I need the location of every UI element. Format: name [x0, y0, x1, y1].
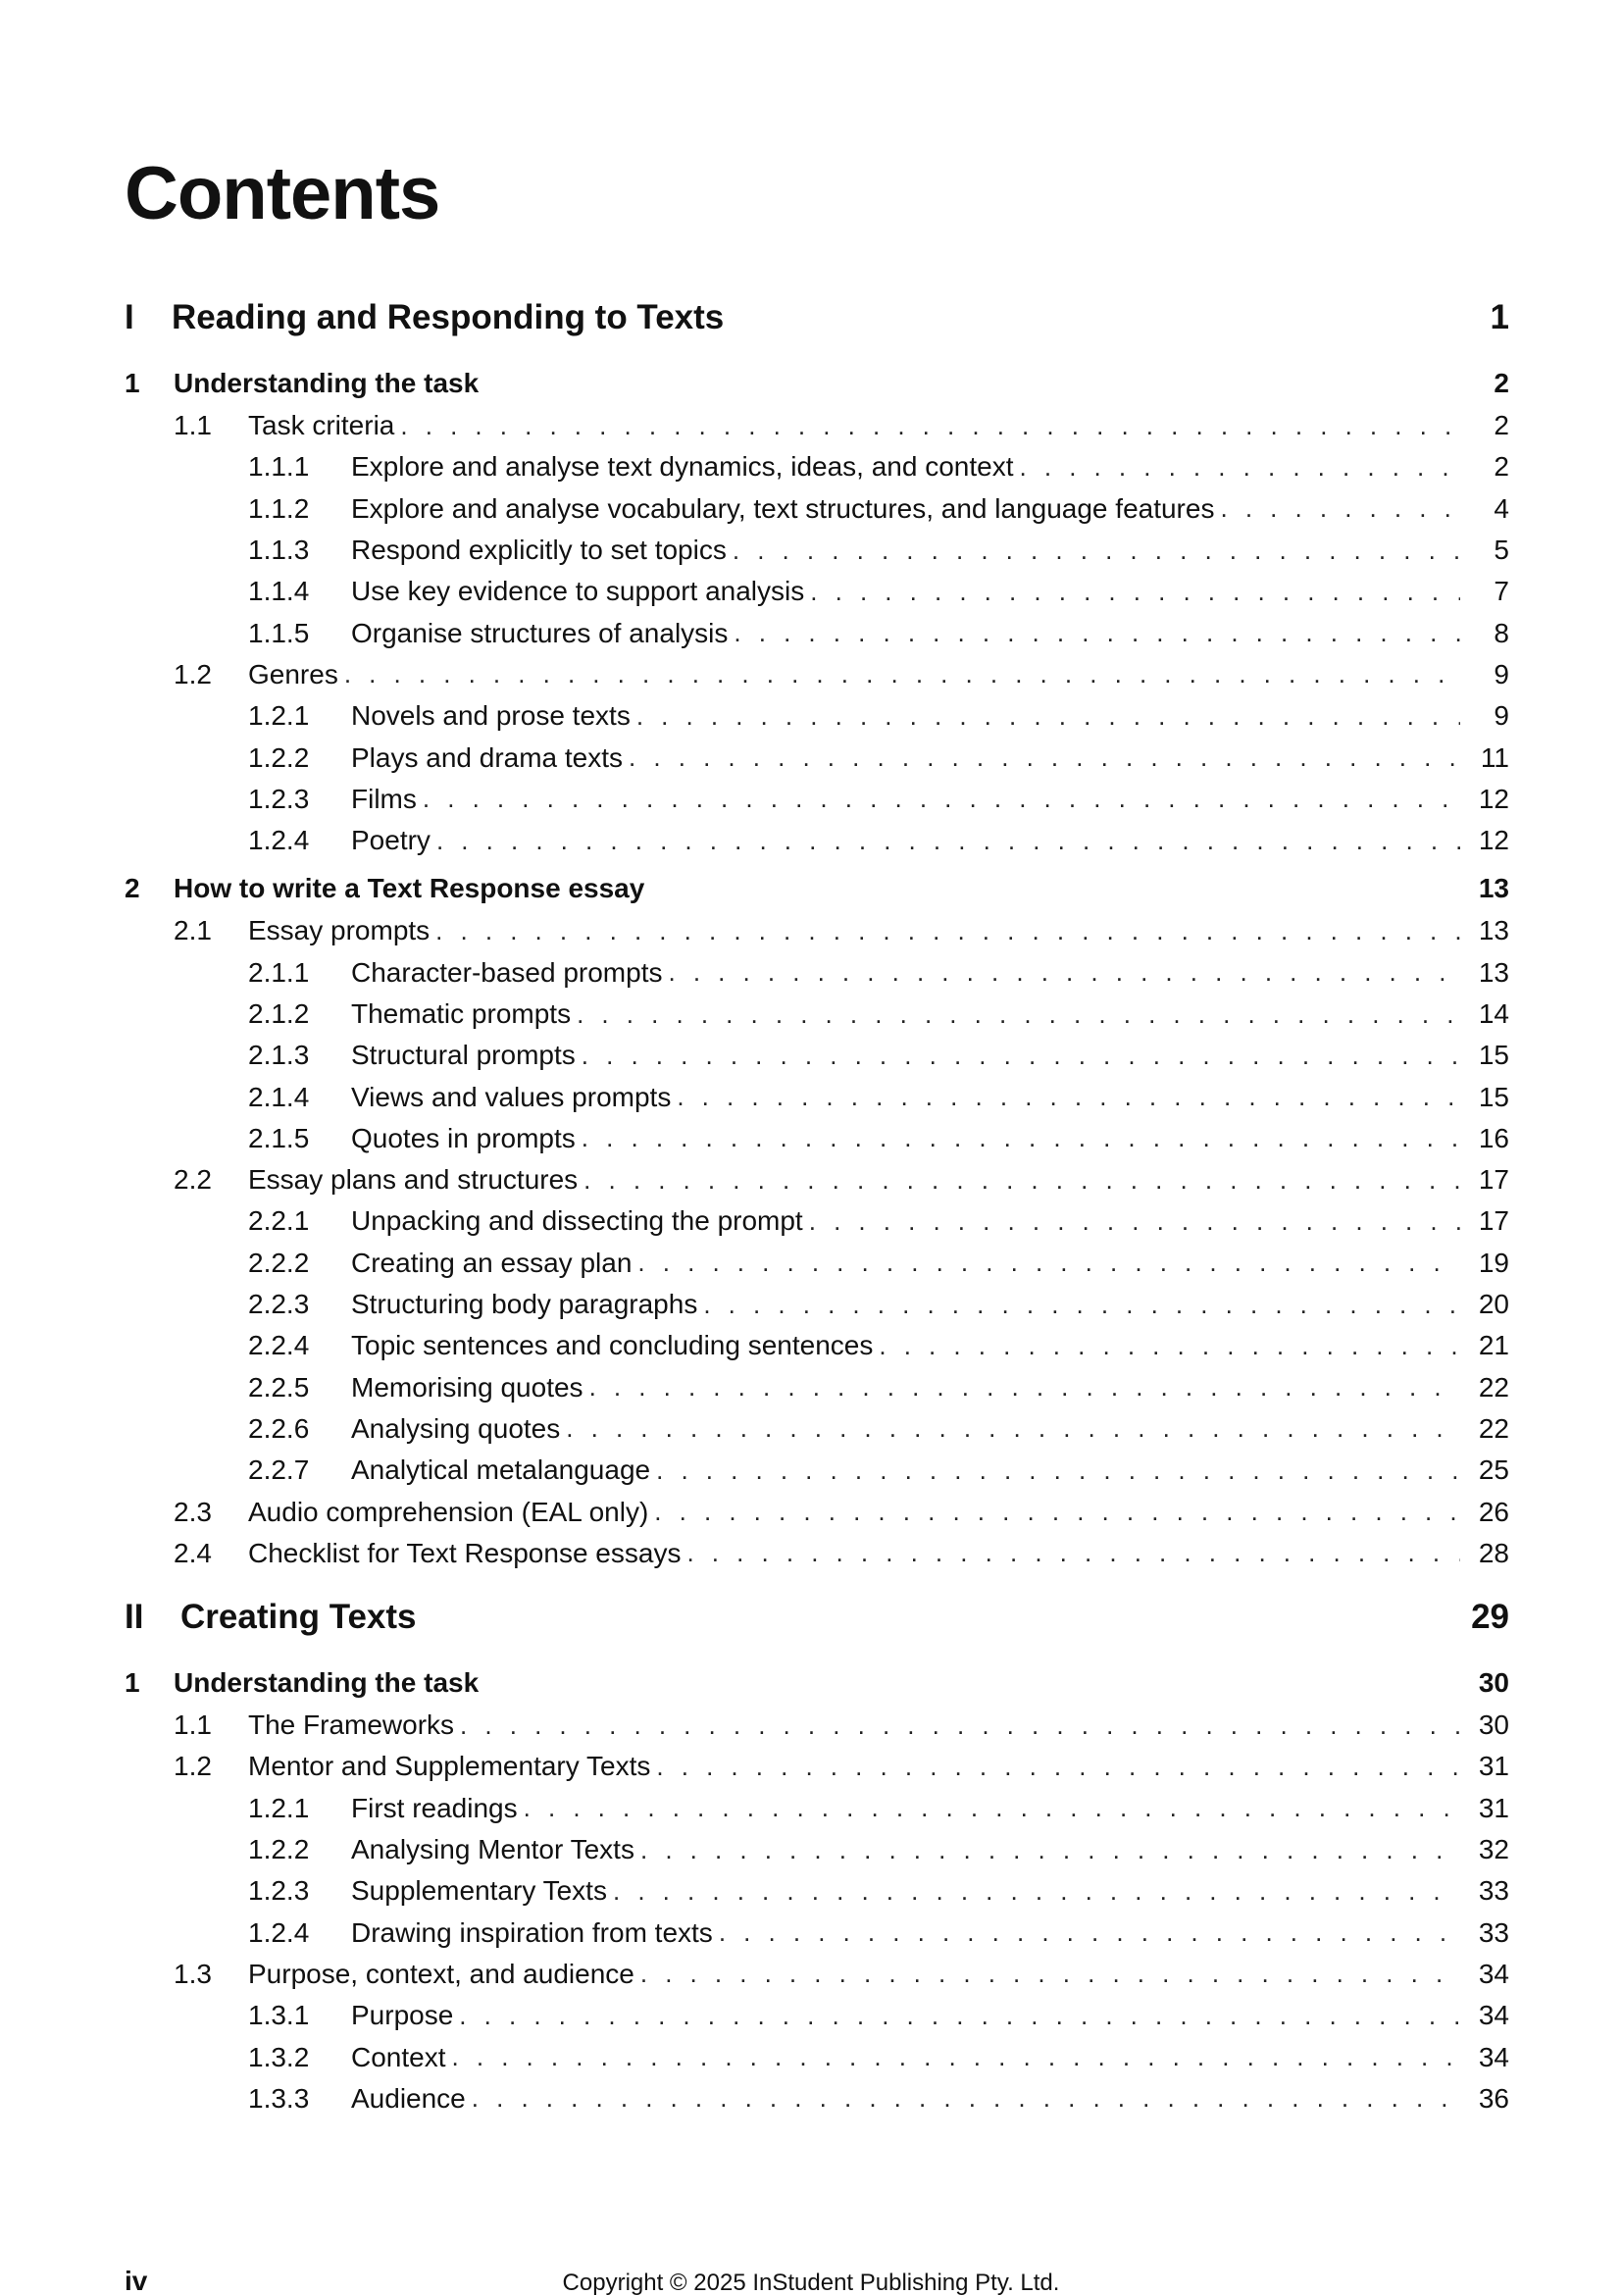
entry-title: Audience: [351, 2082, 466, 2114]
entry-number: 2.2.5: [248, 1371, 310, 1403]
toc-chapter: [125, 361, 1509, 861]
entry-page: 36: [1478, 2082, 1509, 2114]
part-number: I: [125, 298, 134, 336]
dot-leader: [460, 1710, 1460, 1741]
entry-title: Audio comprehension (EAL only): [248, 1496, 649, 1527]
entry-title: Genres: [248, 658, 338, 689]
dot-leader: [459, 2001, 1460, 2031]
entry-page: 34: [1478, 2041, 1509, 2072]
entry-number: 1.1.2: [248, 492, 310, 524]
entry-title: Structural prompts: [351, 1040, 576, 1071]
toc-part-heading[interactable]: [125, 1588, 1509, 1647]
dot-leader: [423, 784, 1460, 814]
toc-chapter-heading[interactable]: [125, 866, 1509, 910]
toc-subsection-entry[interactable]: [125, 1450, 1509, 1491]
dot-leader: [654, 1497, 1460, 1527]
entry-number: 2.3: [174, 1496, 212, 1527]
entry-title: Views and values prompts: [351, 1081, 672, 1112]
dot-leader: [577, 999, 1460, 1030]
entry-page: 5: [1494, 535, 1509, 566]
entry-number: 2.2.2: [248, 1247, 310, 1278]
entry-number: 1.1: [174, 410, 212, 441]
dot-leader: [400, 411, 1460, 441]
entry-page: 11: [1480, 741, 1509, 773]
toc-subsection-entry[interactable]: [125, 1118, 1509, 1159]
toc-chapter-heading[interactable]: [125, 1660, 1509, 1705]
dot-leader: [810, 577, 1460, 607]
dot-leader: [719, 1917, 1460, 1948]
entry-number: 1.2.3: [248, 783, 310, 814]
toc-subsection-entry[interactable]: [125, 2036, 1509, 2077]
chapter-page: 30: [1478, 1666, 1509, 1698]
toc-subsection-entry[interactable]: [125, 1408, 1509, 1450]
toc-subsection-entry[interactable]: [125, 1829, 1509, 1870]
toc-chapter: [125, 1660, 1509, 2119]
toc-section-entry[interactable]: [125, 910, 1509, 951]
entry-number: 1.1.5: [248, 617, 310, 648]
dot-leader: [589, 1372, 1460, 1403]
entry-page: 34: [1478, 2000, 1509, 2031]
part-number: II: [125, 1598, 144, 1637]
toc-subsection-entry[interactable]: [125, 779, 1509, 820]
dot-leader: [629, 742, 1460, 773]
dot-leader: [436, 826, 1460, 856]
dot-leader: [637, 1248, 1460, 1278]
entry-title: Plays and drama texts: [351, 741, 624, 773]
entry-number: 1.3.3: [248, 2082, 310, 2114]
toc-subsection-entry[interactable]: [125, 1995, 1509, 2036]
entry-number: 1.3.2: [248, 2041, 310, 2072]
entry-page: 31: [1478, 1792, 1509, 1823]
dot-leader: [809, 1206, 1460, 1237]
entry-page: 7: [1494, 576, 1509, 607]
entry-number: 1.1: [174, 1709, 212, 1741]
toc-subsection-entry[interactable]: [125, 2078, 1509, 2119]
entry-title: Essay prompts: [248, 915, 431, 946]
entry-number: 1.1.1: [248, 451, 310, 483]
page-number: iv: [125, 2266, 148, 2296]
chapter-number: 1: [125, 1666, 140, 1698]
entry-page: 13: [1478, 956, 1509, 988]
dot-leader: [640, 1835, 1460, 1865]
entry-title: Respond explicitly to set topics: [351, 535, 727, 566]
entry-number: 1.1.3: [248, 535, 310, 566]
entry-number: 2.2: [174, 1164, 212, 1196]
toc-subsection-entry[interactable]: [125, 1076, 1509, 1117]
chapter-number: 2: [125, 872, 140, 903]
entry-number: 2.2.7: [248, 1454, 310, 1486]
entry-number: 2.2.1: [248, 1205, 310, 1237]
entry-title: Novels and prose texts: [351, 700, 631, 732]
entry-page: 33: [1478, 1916, 1509, 1948]
dot-leader: [344, 659, 1460, 689]
entry-page: 15: [1478, 1081, 1509, 1112]
entry-page: 28: [1478, 1537, 1509, 1568]
entry-page: 19: [1478, 1247, 1509, 1278]
entry-number: 1.2.4: [248, 825, 310, 856]
entry-page: 2: [1494, 451, 1509, 483]
entry-title: Topic sentences and concluding sentences: [351, 1330, 874, 1361]
dot-leader: [582, 1123, 1460, 1153]
entry-title: Checklist for Text Response essays: [248, 1537, 682, 1568]
entry-title: Analytical metalanguage: [351, 1454, 651, 1486]
entry-page: 13: [1478, 915, 1509, 946]
entry-number: 1.2.4: [248, 1916, 310, 1948]
toc-section-entry[interactable]: [125, 405, 1509, 446]
entry-title: Analysing Mentor Texts: [351, 1834, 634, 1865]
entry-title: Drawing inspiration from texts: [351, 1916, 713, 1948]
dot-leader: [452, 2042, 1461, 2072]
dot-leader: [1220, 493, 1460, 524]
entry-page: 31: [1478, 1751, 1509, 1782]
dot-leader: [677, 1082, 1460, 1112]
entry-title: First readings: [351, 1792, 518, 1823]
toc-subsection-entry[interactable]: [125, 612, 1509, 653]
entry-page: 16: [1478, 1122, 1509, 1153]
entry-number: 1.2.2: [248, 1834, 310, 1865]
part-page: 1: [1490, 298, 1509, 336]
toc-section-entry[interactable]: [125, 1954, 1509, 1995]
entry-page: 22: [1478, 1371, 1509, 1403]
toc-subsection-entry[interactable]: [125, 488, 1509, 530]
entry-page: 2: [1494, 410, 1509, 441]
entry-page: 34: [1478, 1958, 1509, 1989]
dot-leader: [640, 1959, 1460, 1989]
entry-number: 1.2.1: [248, 1792, 310, 1823]
entry-number: 1.2.2: [248, 741, 310, 773]
entry-title: Organise structures of analysis: [351, 617, 729, 648]
chapter-title: Understanding the task: [174, 1666, 480, 1698]
dot-leader: [734, 618, 1460, 648]
entry-title: The Frameworks: [248, 1709, 455, 1741]
dot-leader: [656, 1455, 1460, 1486]
entry-title: Essay plans and structures: [248, 1164, 579, 1196]
dot-leader: [668, 957, 1460, 988]
toc-subsection-entry[interactable]: [125, 737, 1509, 778]
entry-number: 2.1.3: [248, 1040, 310, 1071]
toc-chapter-heading[interactable]: [125, 361, 1509, 405]
entry-title: Context: [351, 2041, 446, 2072]
dot-leader: [472, 2083, 1460, 2114]
entry-title: Use key evidence to support analysis: [351, 576, 805, 607]
dot-leader: [435, 916, 1460, 946]
table-of-contents: [125, 288, 1509, 2119]
entry-number: 1.2.3: [248, 1875, 310, 1907]
entry-page: 21: [1478, 1330, 1509, 1361]
toc-section-entry[interactable]: [125, 1746, 1509, 1787]
toc-section-entry[interactable]: [125, 1491, 1509, 1532]
toc-subsection-entry[interactable]: [125, 695, 1509, 737]
toc-section-entry[interactable]: [125, 654, 1509, 695]
entry-page: 8: [1494, 617, 1509, 648]
entry-page: 17: [1478, 1164, 1509, 1196]
entry-page: 14: [1478, 998, 1509, 1029]
toc-subsection-entry[interactable]: [125, 1788, 1509, 1829]
entry-page: 22: [1478, 1412, 1509, 1444]
dot-leader: [703, 1290, 1460, 1320]
dot-leader: [733, 536, 1460, 566]
entry-page: 25: [1478, 1454, 1509, 1486]
entry-page: 12: [1478, 825, 1509, 856]
dot-leader: [583, 1165, 1460, 1196]
dot-leader: [656, 1752, 1460, 1782]
entry-page: 9: [1494, 658, 1509, 689]
chapter-number: 1: [125, 367, 140, 398]
entry-number: 2.1: [174, 915, 212, 946]
entry-title: Supplementary Texts: [351, 1875, 607, 1907]
dot-leader: [879, 1331, 1460, 1361]
chapter-title: Understanding the task: [174, 367, 480, 398]
entry-page: 4: [1494, 492, 1509, 524]
entry-number: 2.1.5: [248, 1122, 310, 1153]
dot-leader: [582, 1041, 1460, 1071]
entry-number: 2.2.6: [248, 1412, 310, 1444]
toc-subsection-entry[interactable]: [125, 571, 1509, 612]
entry-page: 32: [1478, 1834, 1509, 1865]
dot-leader: [613, 1876, 1460, 1907]
entry-page: 12: [1478, 783, 1509, 814]
toc-subsection-entry[interactable]: [125, 820, 1509, 861]
entry-number: 2.2.4: [248, 1330, 310, 1361]
toc-subsection-entry[interactable]: [125, 1325, 1509, 1366]
toc-subsection-entry[interactable]: [125, 1913, 1509, 1954]
entry-page: 17: [1478, 1205, 1509, 1237]
entry-title: Mentor and Supplementary Texts: [248, 1751, 651, 1782]
copyright-notice: Copyright © 2025 InStudent Publishing Pty. Ltd.: [562, 2270, 1060, 2296]
entry-page: 33: [1478, 1875, 1509, 1907]
dot-leader: [566, 1413, 1460, 1444]
toc-part: [125, 1588, 1509, 1660]
entry-title: Purpose: [351, 2000, 454, 2031]
entry-number: 1.3: [174, 1958, 212, 1989]
entry-title: Poetry: [351, 825, 431, 856]
entry-title: Creating an essay plan: [351, 1247, 633, 1278]
entry-number: 2.1.2: [248, 998, 310, 1029]
dot-leader: [1020, 452, 1461, 483]
dot-leader: [636, 701, 1460, 732]
dot-leader: [686, 1538, 1460, 1568]
entry-number: 2.4: [174, 1537, 212, 1568]
entry-title: Thematic prompts: [351, 998, 572, 1029]
chapter-page: 13: [1478, 872, 1509, 903]
toc-subsection-entry[interactable]: [125, 446, 1509, 487]
dot-leader: [524, 1793, 1460, 1823]
toc-subsection-entry[interactable]: [125, 994, 1509, 1035]
entry-title: Memorising quotes: [351, 1371, 583, 1403]
entry-title: Character-based prompts: [351, 956, 663, 988]
toc-subsection-entry[interactable]: [125, 952, 1509, 994]
entry-page: 30: [1478, 1709, 1509, 1741]
entry-number: 1.3.1: [248, 2000, 310, 2031]
toc-section-entry[interactable]: [125, 1159, 1509, 1200]
entry-title: Explore and analyse text dynamics, ideas, and context: [351, 451, 1014, 483]
toc-subsection-entry[interactable]: [125, 1284, 1509, 1325]
entry-number: 2.1.1: [248, 956, 310, 988]
toc-section-entry[interactable]: [125, 1533, 1509, 1574]
entry-title: Explore and analyse vocabulary, text structures, and language features: [351, 492, 1215, 524]
toc-subsection-entry[interactable]: [125, 1367, 1509, 1408]
toc-subsection-entry[interactable]: [125, 1870, 1509, 1912]
entry-title: Purpose, context, and audience: [248, 1958, 634, 1989]
entry-page: 15: [1478, 1040, 1509, 1071]
entry-title: Quotes in prompts: [351, 1122, 576, 1153]
toc-subsection-entry[interactable]: [125, 1243, 1509, 1284]
entry-number: 1.2: [174, 1751, 212, 1782]
entry-title: Unpacking and dissecting the prompt: [351, 1205, 803, 1237]
chapter-page: 2: [1494, 367, 1509, 398]
entry-number: 1.1.4: [248, 576, 310, 607]
entry-number: 2.1.4: [248, 1081, 310, 1112]
entry-title: Task criteria: [248, 410, 395, 441]
page-title: Contents: [125, 152, 440, 235]
toc-subsection-entry[interactable]: [125, 530, 1509, 571]
toc-subsection-entry[interactable]: [125, 1200, 1509, 1242]
toc-part-heading[interactable]: [125, 288, 1509, 347]
entry-number: 1.2: [174, 658, 212, 689]
entry-title: Films: [351, 783, 417, 814]
part-page: 29: [1471, 1598, 1509, 1637]
part-title: Creating Texts: [180, 1598, 417, 1637]
entry-page: 9: [1494, 700, 1509, 732]
toc-subsection-entry[interactable]: [125, 1035, 1509, 1076]
entry-page: 20: [1478, 1289, 1509, 1320]
toc-chapter: [125, 866, 1509, 1574]
toc-part: [125, 288, 1509, 361]
part-title: Reading and Responding to Texts: [172, 298, 725, 336]
chapter-title: How to write a Text Response essay: [174, 872, 645, 903]
entry-number: 1.2.1: [248, 700, 310, 732]
entry-title: Analysing quotes: [351, 1412, 561, 1444]
entry-title: Structuring body paragraphs: [351, 1289, 698, 1320]
entry-page: 26: [1478, 1496, 1509, 1527]
toc-section-entry[interactable]: [125, 1705, 1509, 1746]
entry-number: 2.2.3: [248, 1289, 310, 1320]
